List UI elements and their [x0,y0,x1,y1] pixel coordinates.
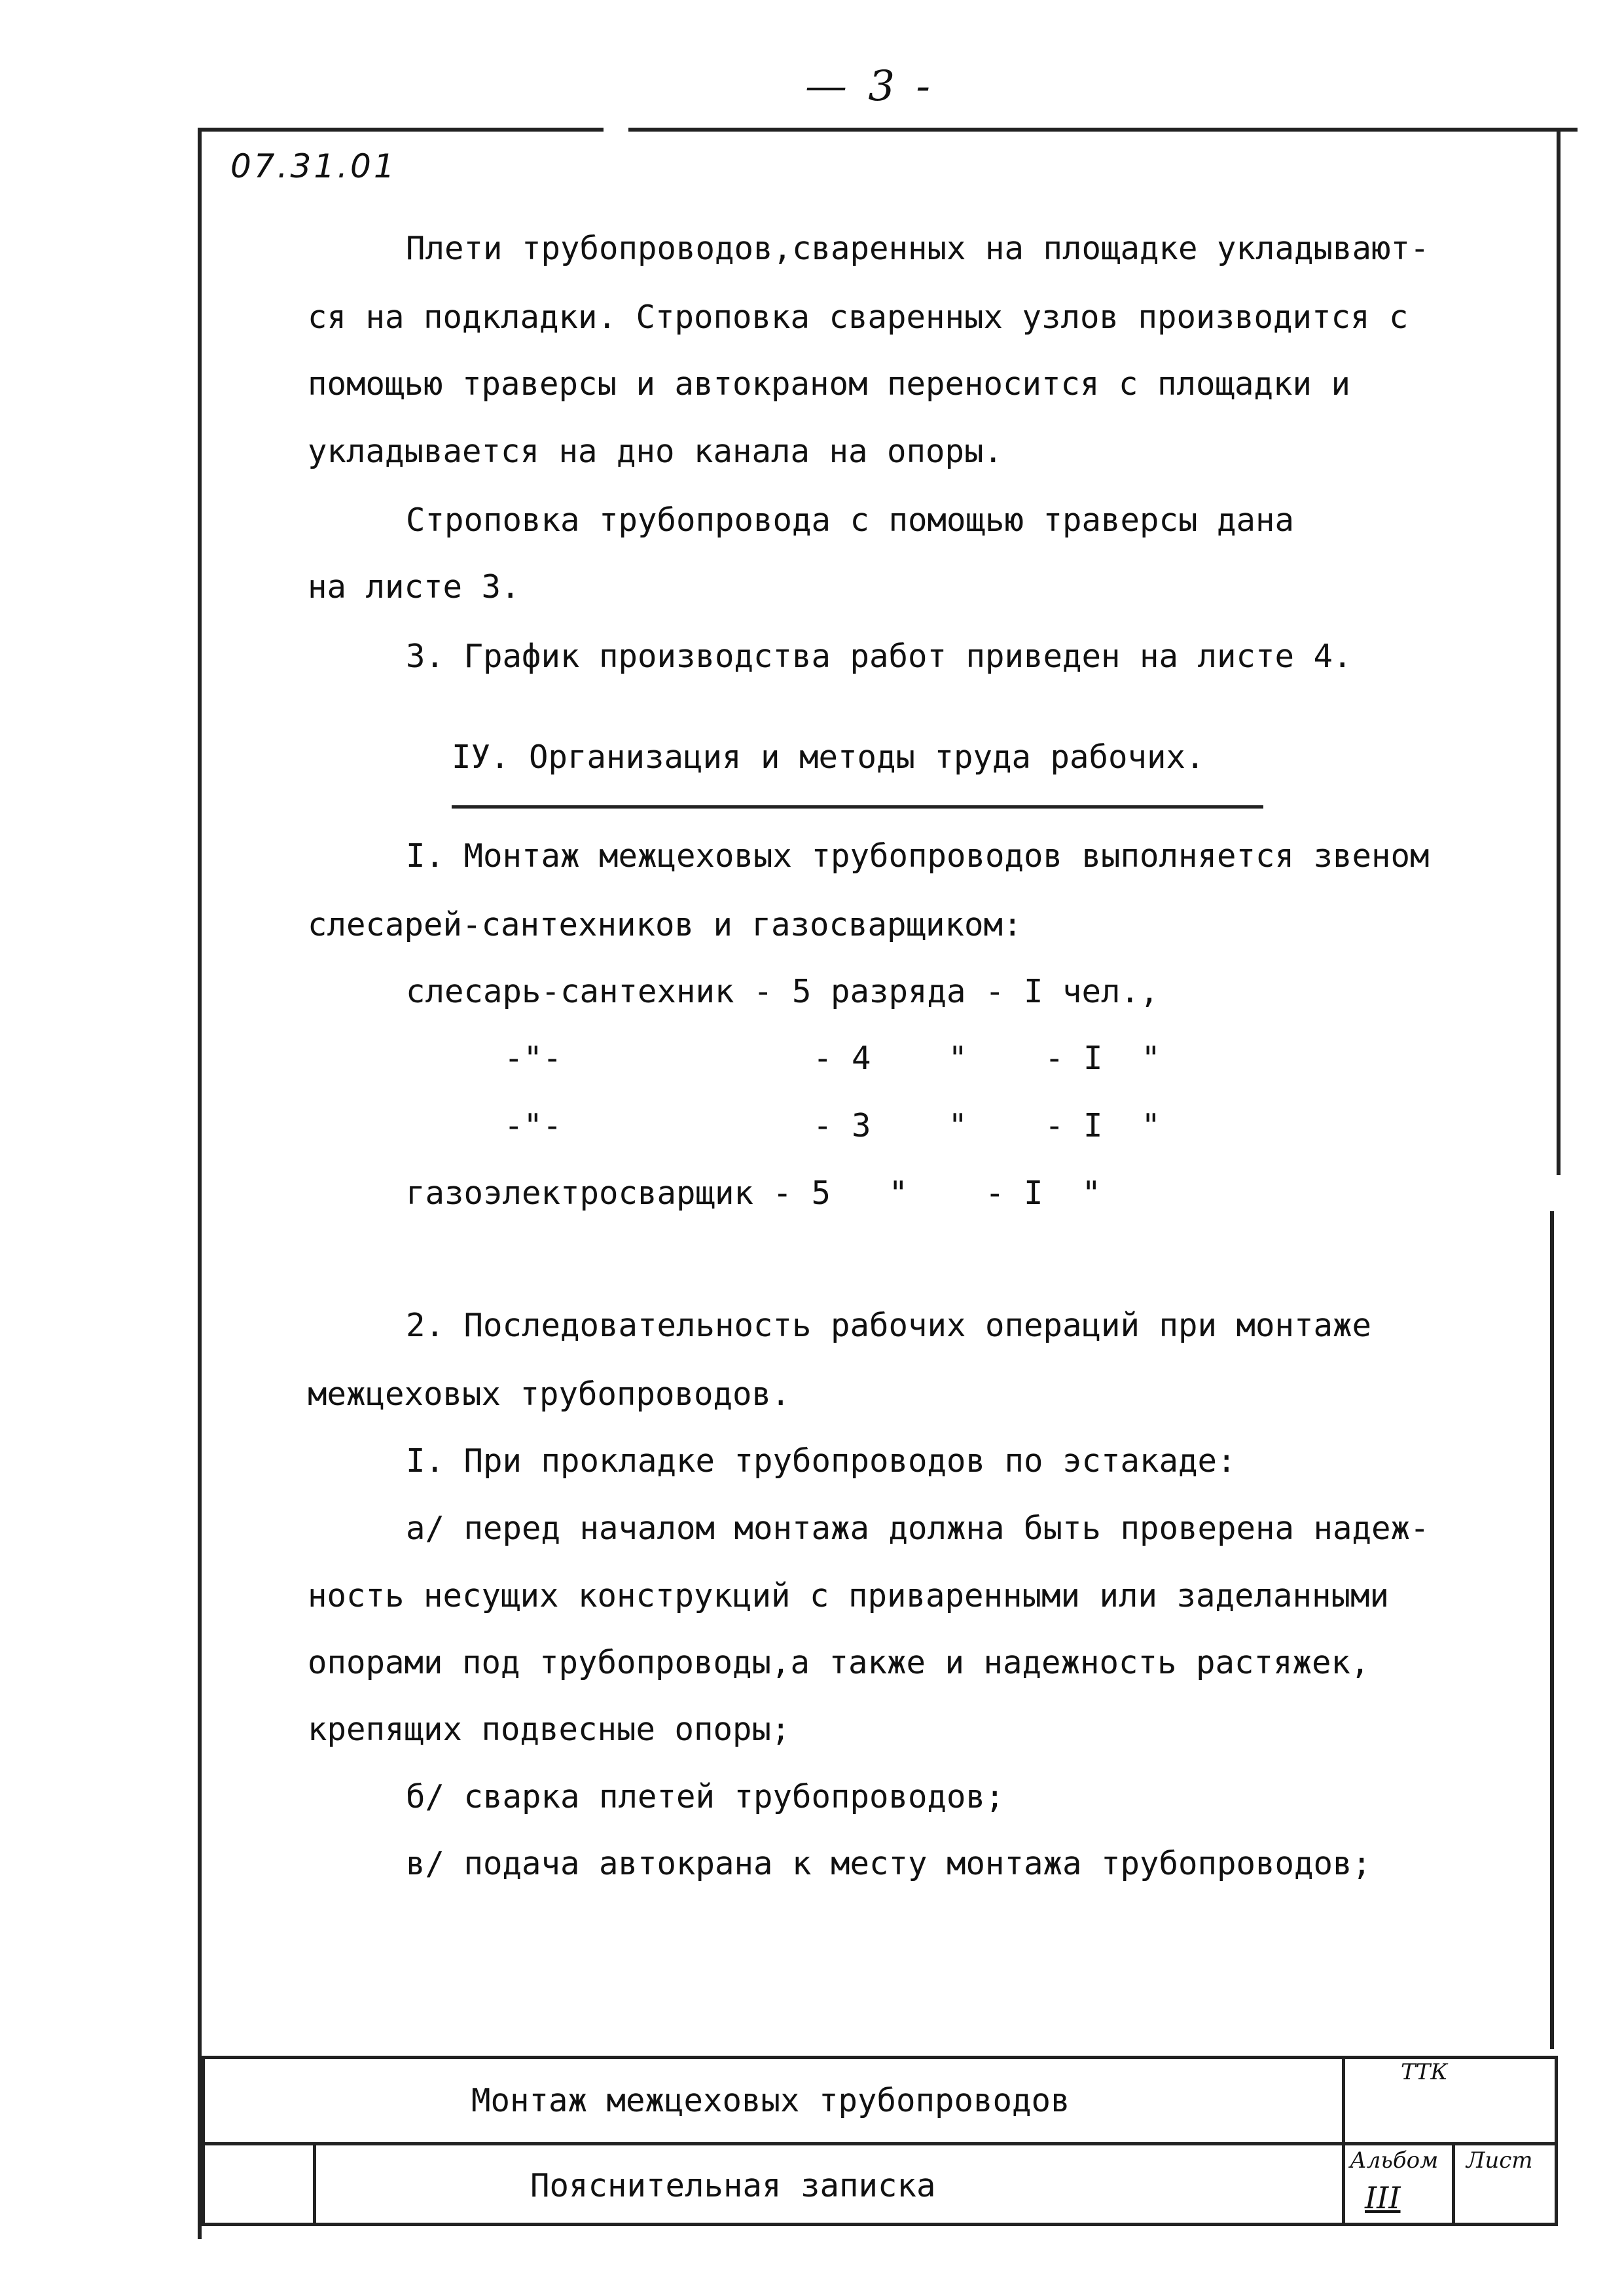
body-text-line: ся на подкладки. Строповка сваренных узлов производится с [308,299,1409,336]
document-code: 07.31.01 [230,147,397,185]
frame-border-top [198,128,604,132]
body-text-line: I. При прокладке трубопроводов по эстакаде: [406,1442,1236,1480]
body-text-line: I. Монтаж межцеховых трубопроводов выполняется звеном [406,837,1430,875]
body-text-line: а/ перед началом монтажа должна быть проверена надеж- [406,1510,1430,1547]
title-block-divider [313,2142,316,2226]
frame-border-right-lower [1550,1211,1554,2049]
body-text-line: 3. График производства работ приведен на листе 4. [406,638,1352,675]
body-text-line: в/ подача автокрана к месту монтажа трубопроводов; [406,1845,1372,1882]
body-text-line: слесарей-сантехников и газосварщиком: [308,906,1022,943]
body-text-line: крепящих подвесные опоры; [308,1711,791,1748]
title-block-divider [1452,2142,1455,2226]
crew-line: -"- - 4 " - I " [504,1040,1161,1077]
sheet-label: Лист [1466,2147,1533,2174]
section-heading: IУ. Организация и методы труда рабочих. [452,738,1205,776]
crew-line: газоэлектросварщик - 5 " - I " [406,1175,1102,1212]
body-text-line: ность несущих конструкций с приваренными или заделанными [308,1577,1390,1614]
title-block-subtitle: Пояснительная записка [530,2167,936,2204]
body-text-line: укладывается на дно канала на опоры. [308,433,1003,470]
body-text-line: помощью траверсы и автокраном переносится с площадки и [308,365,1351,403]
body-text-line: на листе 3. [308,568,520,606]
page-number: — 3 - [805,62,935,111]
album-number: III [1365,2180,1401,2215]
body-text-line: межцеховых трубопроводов. [308,1376,791,1413]
crew-line: слесарь-сантехник - 5 разряда - I чел., [406,973,1159,1010]
body-text-line: опорами под трубопроводы,а также и надежность растяжек, [308,1644,1370,1681]
body-text-line: Строповка трубопровода с помощью траверсы дана [406,501,1295,539]
body-text-line: 2. Последовательность рабочих операций при монтаже [406,1307,1372,1344]
body-text-line: б/ сварка плетей трубопроводов; [406,1778,1005,1815]
crew-line: -"- - 3 " - I " [504,1107,1161,1144]
body-text-line: Плети трубопроводов,сваренных на площадке укладывают- [406,230,1430,267]
heading-underline [452,805,1263,809]
album-label: Альбом [1350,2147,1439,2174]
frame-border-right [1557,128,1561,1175]
title-block-code: ТТК [1401,2059,1448,2085]
title-block-divider [202,2142,1558,2145]
title-block-divider [1342,2056,1345,2226]
frame-border-left [198,128,202,2239]
title-block-title: Монтаж межцеховых трубопроводов [471,2082,1070,2119]
frame-border-top-right [628,128,1578,132]
